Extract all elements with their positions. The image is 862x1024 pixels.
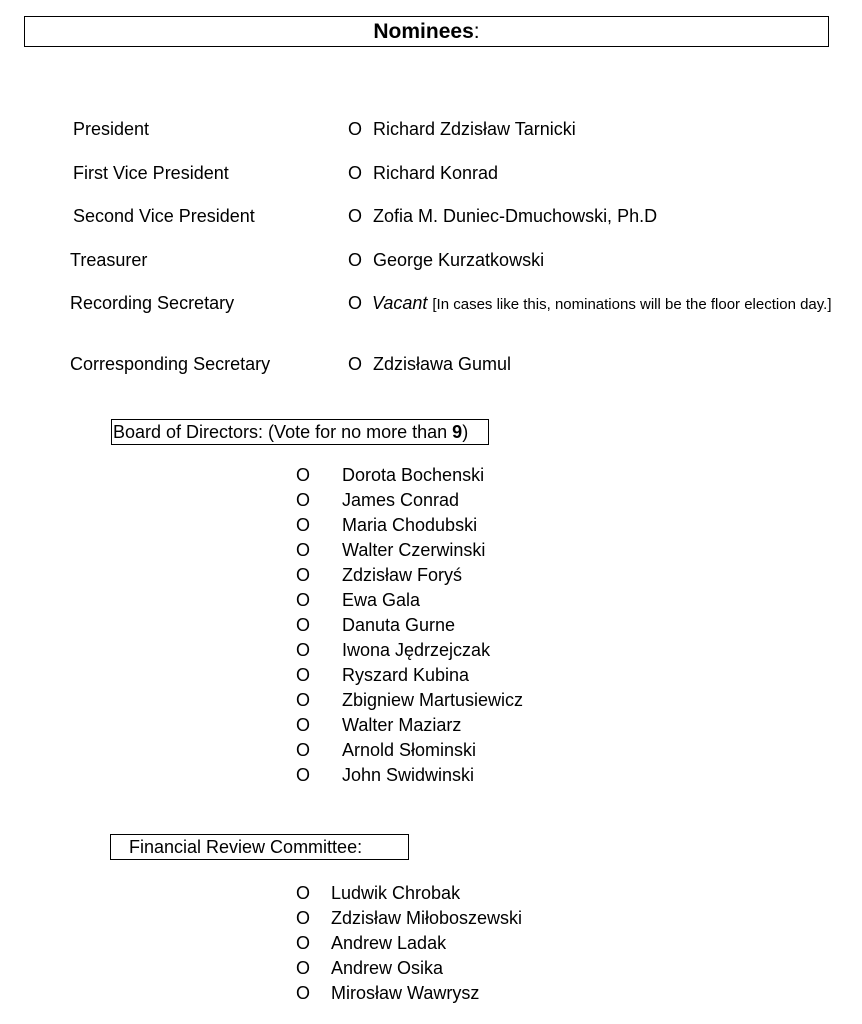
candidate-name: Richard Konrad <box>373 163 499 183</box>
candidate-name: Zdzisław Foryś <box>342 565 463 585</box>
candidate-name: Mirosław Wawrysz <box>331 983 480 1003</box>
ballot-circle[interactable]: O <box>348 119 363 139</box>
office-label: Treasurer <box>70 250 148 270</box>
ballot-circle[interactable]: O <box>296 465 311 485</box>
candidate-name: George Kurzatkowski <box>373 250 545 270</box>
office-label: Second Vice President <box>73 206 255 226</box>
candidate-name: Andrew Osika <box>331 958 444 978</box>
ballot-circle[interactable]: O <box>296 690 311 710</box>
candidate-name: Walter Czerwinski <box>342 540 486 560</box>
ballot-circle[interactable]: O <box>296 908 311 928</box>
page-title: Nominees <box>373 20 474 43</box>
board-heading-text: Board of Directors: (Vote for no more than <box>113 422 453 442</box>
ballot-circle[interactable]: O <box>348 293 363 313</box>
candidate-name: Danuta Gurne <box>342 615 456 635</box>
office-label: First Vice President <box>73 163 229 183</box>
office-label: Corresponding Secretary <box>70 354 271 374</box>
ballot-circle[interactable]: O <box>296 490 311 510</box>
ballot-circle[interactable]: O <box>348 206 363 226</box>
ballot-circle[interactable]: O <box>296 740 311 760</box>
candidate-name: Zdzisław Miłoboszewski <box>331 908 523 928</box>
office-label: President <box>73 119 150 139</box>
ballot-circle[interactable]: O <box>296 765 311 785</box>
ballot-circle[interactable]: O <box>296 933 311 953</box>
nominees-title-box <box>24 16 829 47</box>
financial-heading-text: Financial Review Committee: <box>129 837 363 857</box>
board-of-directors-heading <box>111 419 489 445</box>
candidate-name: Iwona Jędrzejczak <box>342 640 491 660</box>
candidate-name: Ludwik Chrobak <box>331 883 461 903</box>
financial-review-heading <box>110 834 409 860</box>
candidate-name: Maria Chodubski <box>342 515 478 535</box>
office-label: Recording Secretary <box>70 293 235 313</box>
ballot-circle[interactable]: O <box>296 883 311 903</box>
candidate-name: Richard Zdzisław Tarnicki <box>373 119 576 139</box>
ballot-circle[interactable]: O <box>296 958 311 978</box>
candidate-name: Zdzisława Gumul <box>373 354 512 374</box>
candidate-name: Ewa Gala <box>342 590 421 610</box>
ballot-circle[interactable]: O <box>296 715 311 735</box>
board-vote-limit: 9 <box>452 422 463 442</box>
candidate-name: Zbigniew Martusiewicz <box>342 690 524 710</box>
candidate-name: Zofia M. Duniec-Dmuchowski, Ph.D <box>373 206 658 226</box>
ballot-circle[interactable]: O <box>348 354 363 374</box>
ballot-circle[interactable]: O <box>348 163 363 183</box>
candidate-name: Andrew Ladak <box>331 933 447 953</box>
candidate-name: Dorota Bochenski <box>342 465 485 485</box>
ballot-circle[interactable]: O <box>296 565 311 585</box>
candidate-name: Walter Maziarz <box>342 715 462 735</box>
candidate-name-vacant <box>372 292 831 316</box>
ballot-circle[interactable]: O <box>296 590 311 610</box>
ballot-circle[interactable]: O <box>296 665 311 685</box>
candidate-name: James Conrad <box>342 490 460 510</box>
page-title-colon: : <box>473 20 480 43</box>
ballot-circle[interactable]: O <box>296 615 311 635</box>
ballot-circle[interactable]: O <box>296 540 311 560</box>
candidate-name: John Swidwinski <box>342 765 475 785</box>
candidate-name: Arnold Słominski <box>342 740 477 760</box>
ballot-circle[interactable]: O <box>348 250 363 270</box>
ballot-circle[interactable]: O <box>296 515 311 535</box>
ballot-circle[interactable]: O <box>296 983 311 1003</box>
board-heading-close: ) <box>462 422 469 442</box>
vacant-label: Vacant <box>372 293 428 313</box>
candidate-name: Ryszard Kubina <box>342 665 470 685</box>
vacant-note: [In cases like this, nominations will be the floor election day.] <box>432 296 832 313</box>
ballot-circle[interactable]: O <box>296 640 311 660</box>
